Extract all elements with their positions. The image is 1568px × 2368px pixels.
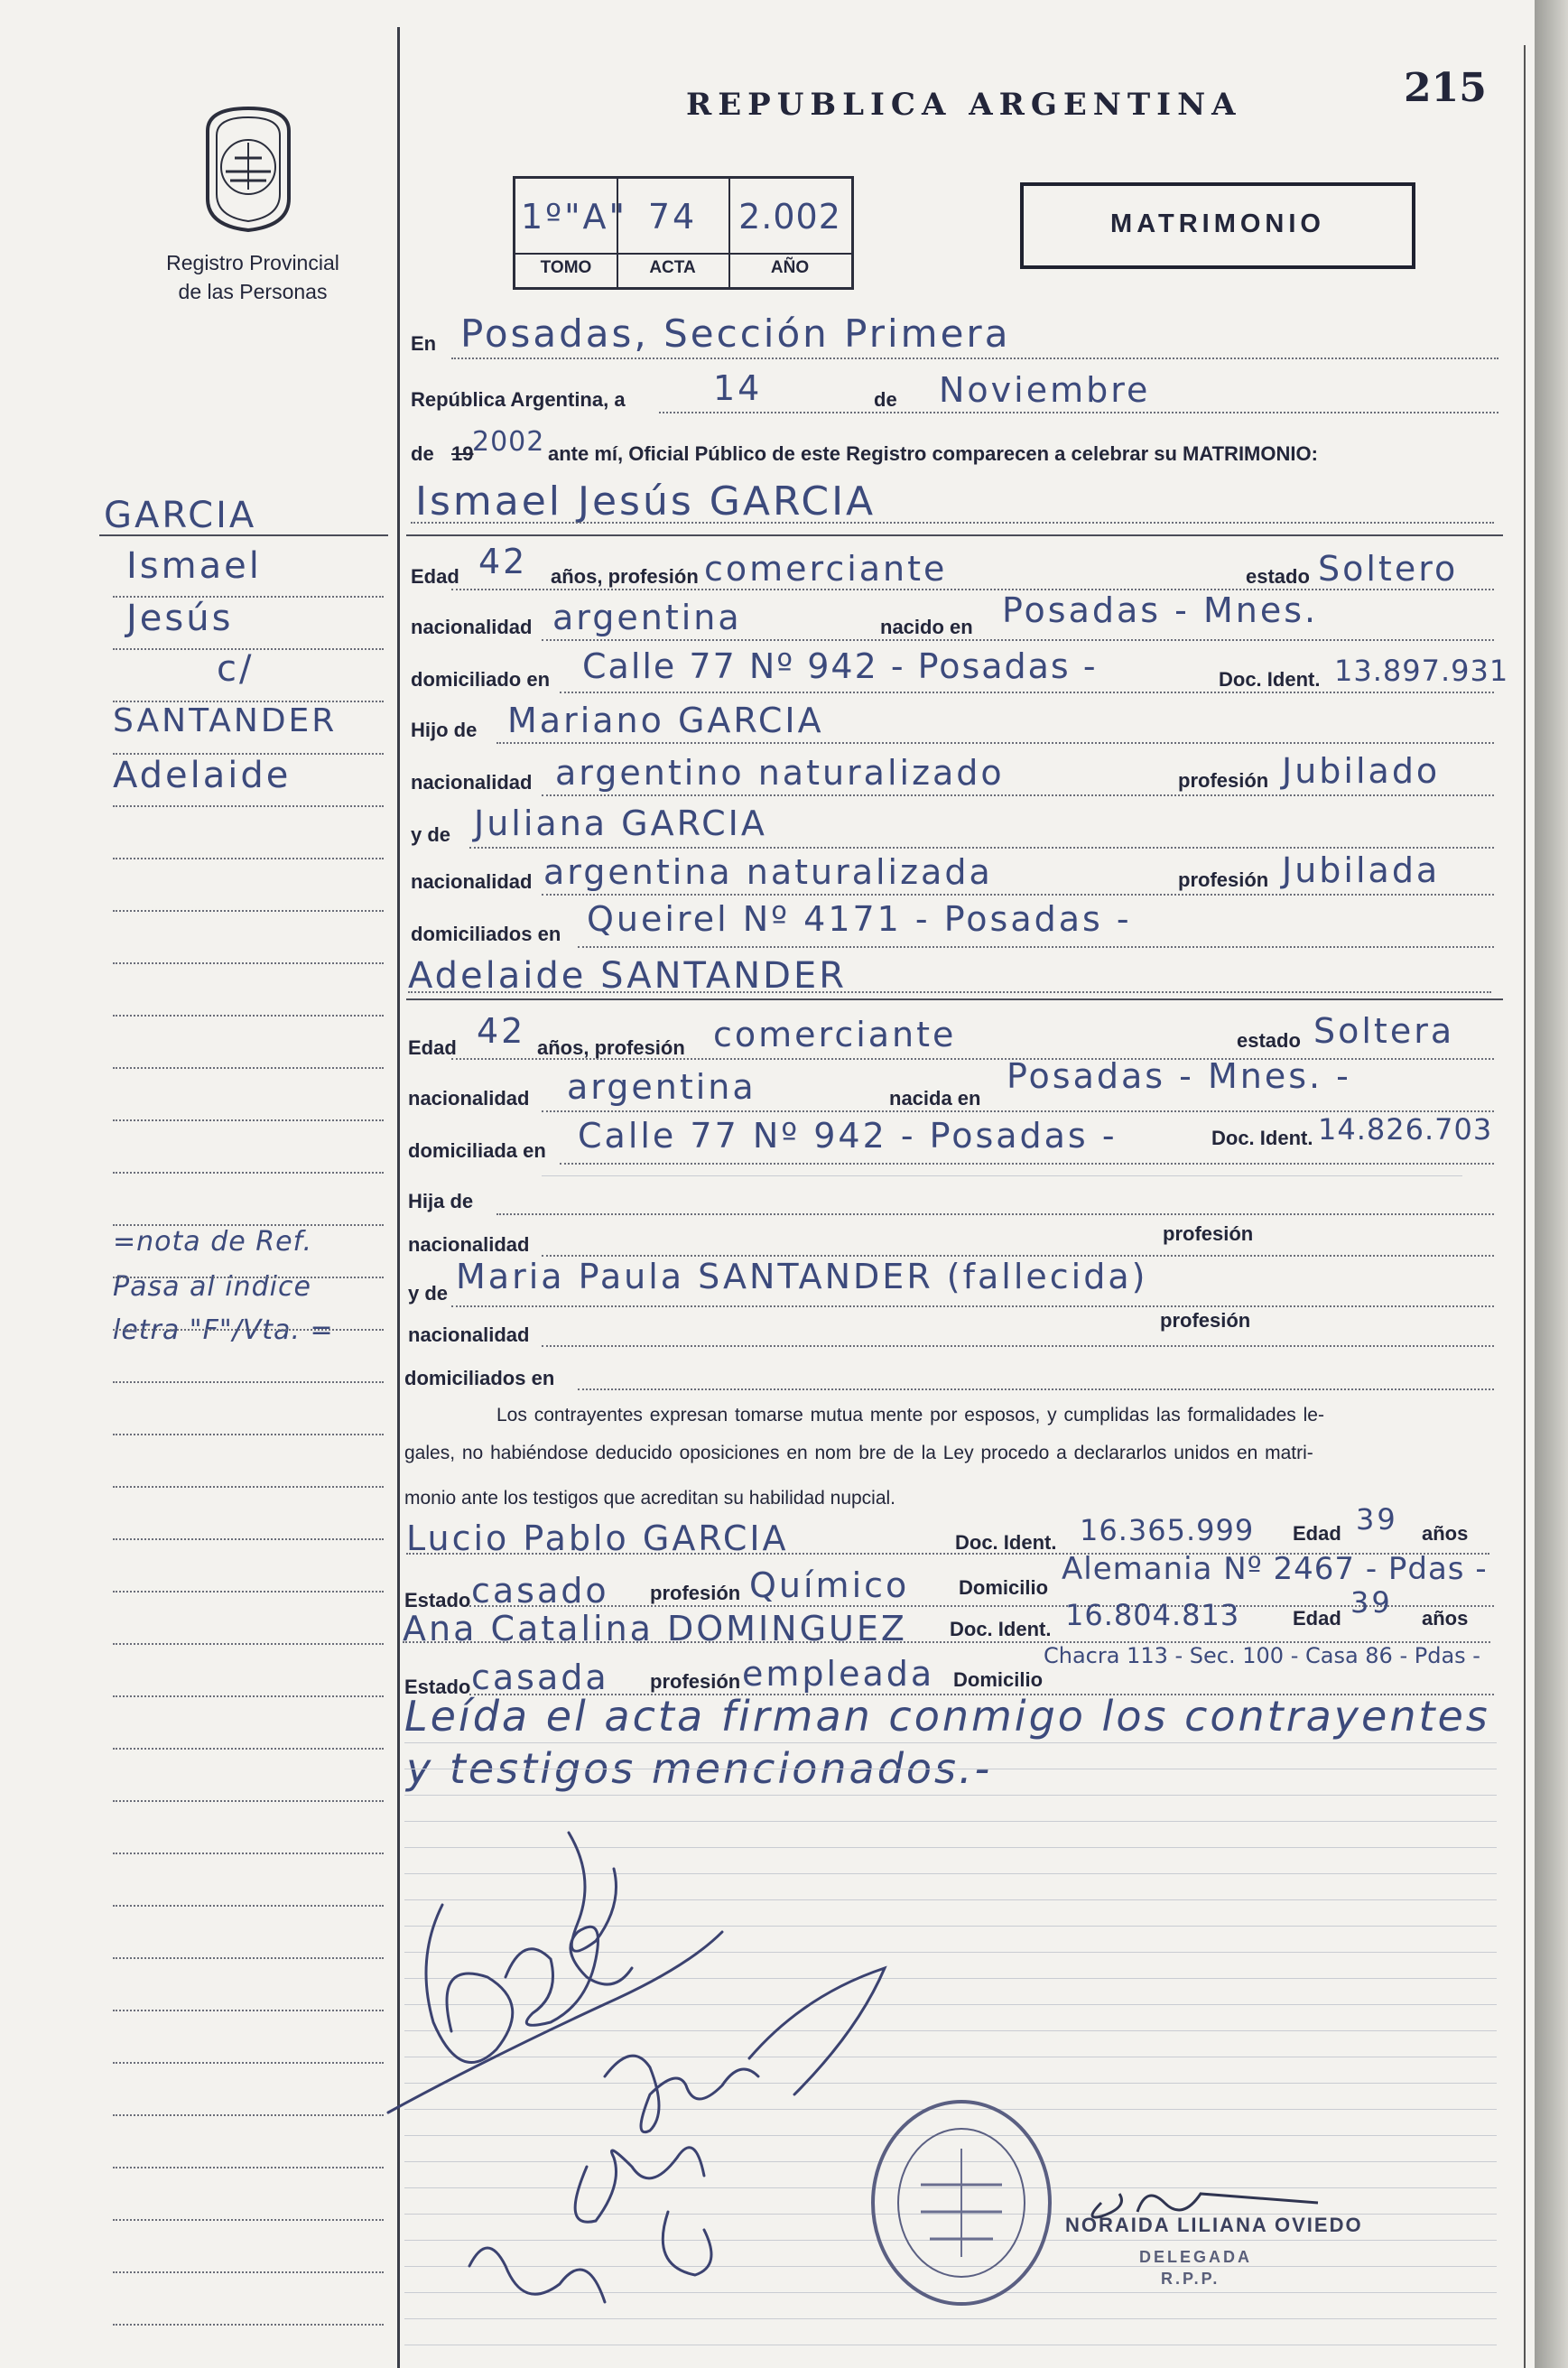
bride-prof-label: profesión xyxy=(1163,1222,1254,1245)
witness2-domicilio: Chacra 113 - Sec. 100 - Casa 86 - Pdas - xyxy=(1044,1643,1480,1668)
margin-ruled-line xyxy=(113,1538,384,1540)
margin-ruled-line xyxy=(113,1853,384,1854)
witness2-edad: 39 xyxy=(1350,1585,1393,1620)
witness1-doc-label: Doc. Ident. xyxy=(955,1531,1057,1554)
witness1-domicilio: Alemania Nº 2467 - Pdas - xyxy=(1062,1551,1488,1587)
margin-ruled-line xyxy=(113,648,384,650)
witness1-estado: casado xyxy=(471,1571,609,1611)
bride-edad: 42 xyxy=(477,1011,526,1051)
margin-ruled-line xyxy=(113,1224,384,1226)
mother-nac-label: nacionalidad xyxy=(411,870,533,893)
form-ruled-line xyxy=(404,1795,1497,1796)
margin-ruled-line xyxy=(113,1434,384,1435)
day-value: 14 xyxy=(713,368,763,408)
margin-ruled-line xyxy=(113,805,384,807)
groom-doc: 13.897.931 xyxy=(1334,654,1509,688)
groom-mother-nac: argentina naturalizada xyxy=(543,852,993,892)
closing-line-2: y testigos mencionados.- xyxy=(406,1744,993,1793)
witness2-dom-label: Domicilio xyxy=(953,1668,1044,1691)
margin-ruled-line xyxy=(113,1329,384,1331)
groom-profesion-label: años, profesión xyxy=(551,565,699,588)
bride-prof2-label: profesión xyxy=(1160,1309,1251,1332)
witness2-name: Ana Catalina DOMINGUEZ xyxy=(403,1609,907,1648)
margin-line-3: c/ xyxy=(217,648,255,690)
margin-line-2: Jesús xyxy=(126,598,234,639)
groom-profesion: comerciante xyxy=(704,549,948,589)
official-stamp-icon xyxy=(867,2094,1056,2311)
parents-dom-label: domiciliados en xyxy=(411,923,561,945)
mother-prof-label: profesión xyxy=(1178,868,1269,891)
bride-dom-label: domiciliada en xyxy=(408,1139,546,1162)
margin-note-1: =nota de Ref. xyxy=(113,1226,313,1258)
declaration-line-2: gales, no habiéndose deducido oposiciones en nom bre de la Ley procedo a declararlos unidos en matri- xyxy=(404,1443,1313,1463)
margin-ruled-line xyxy=(113,1591,384,1593)
groom-father: Mariano GARCIA xyxy=(507,701,824,740)
margin-ruled-line xyxy=(113,1381,384,1383)
bride-yde-label: y de xyxy=(408,1282,449,1305)
bride-hija-label: Hija de xyxy=(408,1190,474,1212)
groom-domicilio: Calle 77 Nº 942 - Posadas - xyxy=(582,646,1098,686)
bride-nacida-label: nacida en xyxy=(889,1087,981,1110)
margin-ruled-line xyxy=(113,1643,384,1645)
groom-name: Ismael Jesús GARCIA xyxy=(415,478,877,525)
bride-estado-label: estado xyxy=(1237,1029,1301,1052)
margin-note-2: Pasa al indice xyxy=(113,1271,311,1303)
groom-hijo-label: Hijo de xyxy=(411,719,478,741)
province-seal-icon xyxy=(190,99,307,235)
margin-ruled-line xyxy=(113,1800,384,1802)
intro-text: ante mí, Oficial Público de este Registro comparecen a celebrar su MATRIMONIO: xyxy=(548,442,1318,465)
place-value: Posadas, Sección Primera xyxy=(460,311,1011,356)
margin-line-1: Ismael xyxy=(126,545,262,587)
tomo-value: 1º"A" xyxy=(521,197,628,237)
year-value: 2002 xyxy=(472,426,545,458)
bride-estado: Soltera xyxy=(1313,1011,1455,1051)
witness2-doc: 16.804.813 xyxy=(1065,1598,1240,1632)
month-value: Noviembre xyxy=(939,370,1151,410)
doc-type: MATRIMONIO xyxy=(1110,209,1325,238)
tomo-label: TOMO xyxy=(540,258,592,277)
declaration-line-3: monio ante los testigos que acreditan su habilidad nupcial. xyxy=(404,1488,896,1509)
ano-label: AÑO xyxy=(770,258,810,277)
groom-edad-label: Edad xyxy=(411,565,459,588)
officer-title: DELEGADA xyxy=(1139,2248,1253,2266)
matrimonio-box xyxy=(1020,182,1415,269)
witness2-prof-label: profesión xyxy=(650,1670,741,1693)
groom-father-nac: argentino naturalizado xyxy=(555,753,1005,793)
witness1-profesion: Químico xyxy=(749,1565,910,1605)
margin-ruled-line xyxy=(113,2219,384,2221)
bride-profesion: comerciante xyxy=(713,1015,957,1054)
margin-ruled-line xyxy=(113,2062,384,2064)
de-label: de xyxy=(874,388,897,411)
groom-nacionalidad: argentina xyxy=(552,598,742,637)
en-label: En xyxy=(411,332,437,355)
year-prefix: de xyxy=(411,442,434,465)
closing-line-1: Leída el acta firman conmigo los contrayentes xyxy=(404,1692,1490,1741)
groom-nacido-label: nacido en xyxy=(880,616,973,638)
bride-edad-label: Edad xyxy=(408,1036,457,1059)
groom-edad: 42 xyxy=(478,542,528,581)
registry-name-line1: Registro Provincial xyxy=(166,251,339,274)
margin-ruled-line xyxy=(113,1486,384,1488)
bride-nacida: Posadas - Mnes. - xyxy=(1007,1056,1351,1096)
witness1-estado-label: Estado xyxy=(404,1589,471,1611)
groom-yde-label: y de xyxy=(411,823,451,846)
republica-label: República Argentina, a xyxy=(411,388,626,411)
groom-estado: Soltero xyxy=(1318,549,1459,589)
acta-label: ACTA xyxy=(649,258,696,277)
groom-parents-dom: Queirel Nº 4171 - Posadas - xyxy=(587,899,1132,939)
officer-office: R.P.P. xyxy=(1161,2270,1220,2288)
margin-note-3: letra "F"/Vta. = xyxy=(113,1314,334,1346)
country-title: REPUBLICA ARGENTINA xyxy=(686,87,1242,123)
bride-nacionalidad: argentina xyxy=(567,1067,756,1107)
father-nac-label: nacionalidad xyxy=(411,771,533,794)
bride-nac-label: nacionalidad xyxy=(408,1087,530,1110)
groom-nac-label: nacionalidad xyxy=(411,616,533,638)
groom-dom-label: domiciliado en xyxy=(411,668,551,691)
witness1-doc: 16.365.999 xyxy=(1080,1513,1255,1547)
margin-line-5: Adelaide xyxy=(113,755,292,796)
ano-value: 2.002 xyxy=(738,197,841,237)
bride-nac2-label: nacionalidad xyxy=(408,1233,530,1256)
margin-ruled-line xyxy=(113,910,384,912)
margin-surname: GARCIA xyxy=(104,495,257,536)
form-ruled-line xyxy=(404,1742,1497,1743)
declaration-line-1: Los contrayentes expresan tomarse mutua mente por esposos, y cumplidas las formalidades le- xyxy=(496,1405,1324,1425)
book-binding xyxy=(1535,0,1568,2368)
groom-nacido: Posadas - Mnes. xyxy=(1002,590,1319,630)
father-prof-label: profesión xyxy=(1178,769,1269,792)
margin-ruled-line xyxy=(113,1277,384,1278)
margin-ruled-line xyxy=(113,2167,384,2168)
margin-ruled-line xyxy=(113,1957,384,1959)
margin-line-4: SANTANDER xyxy=(113,702,338,739)
margin-ruled-line xyxy=(113,1172,384,1174)
bride-nac3-label: nacionalidad xyxy=(408,1323,530,1346)
witness2-estado: casada xyxy=(471,1658,609,1697)
witness1-edad-label: Edad xyxy=(1293,1522,1341,1545)
witness1-prof-label: profesión xyxy=(650,1582,741,1604)
right-border xyxy=(1524,45,1526,2368)
groom-mother-prof: Jubilada xyxy=(1282,850,1441,890)
witness2-doc-label: Doc. Ident. xyxy=(950,1618,1052,1640)
witness1-dom-label: Domicilio xyxy=(959,1576,1049,1599)
groom-estado-label: estado xyxy=(1246,565,1310,588)
bride-doc-label: Doc. Ident. xyxy=(1211,1127,1313,1149)
witness2-profesion: empleada xyxy=(742,1654,935,1694)
year-struck: 19 xyxy=(451,442,474,465)
page-number: 215 xyxy=(1404,65,1487,111)
officer-name: NORAIDA LILIANA OVIEDO xyxy=(1065,2214,1363,2236)
margin-ruled-line xyxy=(113,1067,384,1069)
margin-ruled-line xyxy=(113,1015,384,1017)
witness1-anos-label: años xyxy=(1422,1522,1469,1545)
witness1-name: Lucio Pablo GARCIA xyxy=(406,1518,789,1558)
witness2-edad-label: Edad xyxy=(1293,1607,1341,1630)
registry-name-line2: de las Personas xyxy=(178,280,328,303)
margin-ruled-line xyxy=(113,2114,384,2116)
margin-ruled-line xyxy=(113,962,384,964)
margin-ruled-line xyxy=(113,2271,384,2273)
groom-father-prof: Jubilado xyxy=(1282,751,1441,791)
bride-profesion-label: años, profesión xyxy=(537,1036,685,1059)
acta-value: 74 xyxy=(647,197,698,237)
bride-domicilio: Calle 77 Nº 942 - Posadas - xyxy=(578,1116,1118,1156)
margin-ruled-line xyxy=(113,1119,384,1121)
tomo-acta-ano-box xyxy=(513,176,854,290)
bride-name: Adelaide SANTANDER xyxy=(408,955,848,997)
witness2-anos-label: años xyxy=(1422,1607,1469,1630)
margin-ruled-line xyxy=(113,858,384,859)
margin-ruled-line xyxy=(113,2324,384,2326)
margin-ruled-line xyxy=(113,753,384,755)
margin-ruled-line xyxy=(113,1905,384,1907)
groom-mother: Juliana GARCIA xyxy=(474,803,767,843)
groom-doc-label: Doc. Ident. xyxy=(1219,668,1321,691)
bride-dom2-label: domiciliados en xyxy=(404,1367,555,1389)
margin-ruled-line xyxy=(113,1695,384,1697)
bride-mother: Maria Paula SANTANDER (fallecida) xyxy=(456,1257,1148,1296)
witness2-estado-label: Estado xyxy=(404,1676,471,1698)
witness1-edad: 39 xyxy=(1356,1502,1398,1537)
bride-doc: 14.826.703 xyxy=(1318,1112,1493,1147)
margin-ruled-line xyxy=(113,1748,384,1750)
margin-ruled-line xyxy=(113,701,384,702)
margin-ruled-line xyxy=(113,2010,384,2011)
margin-ruled-line xyxy=(113,596,384,598)
